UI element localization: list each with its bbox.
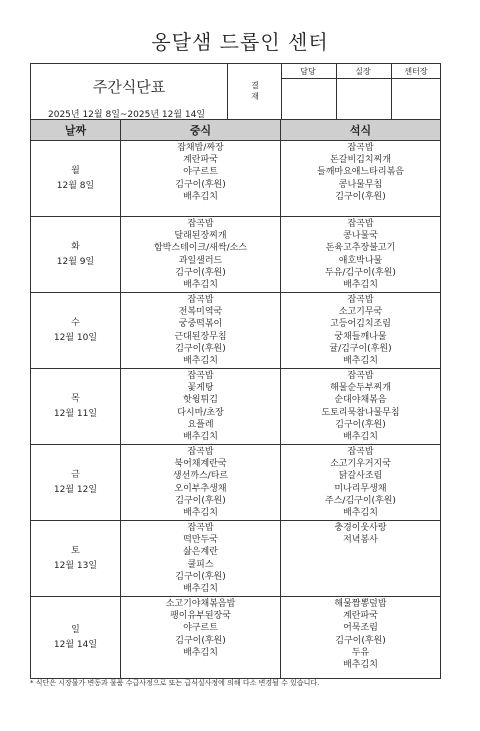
date-range: 2025년 12월 8일~2025년 12월 14일 — [48, 110, 206, 120]
lunch-item: 배추김치 — [183, 584, 218, 595]
lunch-item: 함박스테이크/새싹/소스 — [153, 243, 247, 254]
weekday: 토 — [71, 545, 80, 556]
date: 12월 13일 — [53, 560, 98, 571]
day-cell — [31, 369, 121, 444]
weekday: 일 — [71, 624, 80, 635]
lunch-item: 소고기야채볶음밥 — [165, 599, 236, 609]
lunch-item: 전복미역국 — [178, 307, 223, 318]
dinner-item: 돈육고추장불고기 — [325, 243, 396, 254]
dinner-item: 잡곡밥 — [347, 447, 374, 457]
dinner-item: 충경이웃사랑 — [334, 523, 387, 533]
day-cell — [31, 293, 121, 368]
table-row — [31, 141, 440, 217]
dinner-item: 도토리묵참나물무침 — [321, 407, 400, 418]
approval-label — [243, 80, 267, 102]
date: 12월 8일 — [56, 180, 95, 191]
dinner-item: 미나리무생채 — [334, 483, 387, 494]
lunch-item: 팽이유부된장국 — [170, 611, 231, 622]
dinner-item: 배추김치 — [343, 432, 378, 443]
divider — [336, 64, 337, 120]
lunch-cell — [121, 445, 281, 520]
menu-title: 주간식단표 — [92, 78, 166, 96]
dinner-cell — [281, 217, 440, 292]
lunch-item: 궁중떡볶이 — [178, 319, 223, 330]
date: 12월 11일 — [53, 408, 98, 419]
lunch-item: 떡만두국 — [183, 535, 218, 546]
dinner-item: 두유 — [351, 647, 370, 658]
lunch-item: 김구이(후원) — [175, 179, 226, 190]
dinner-item: 저녁봉사 — [343, 535, 378, 546]
dinner-item: 귤/김구이(후원) — [329, 343, 392, 354]
table-row — [31, 597, 440, 678]
dinner-item: 김구이(후원) — [335, 635, 386, 646]
lunch-item: 핫윙튀김 — [183, 395, 218, 406]
lunch-item: 삶은계란 — [183, 547, 218, 558]
lunch-item: 야구르트 — [183, 167, 218, 178]
dinner-item: 김구이(후원) — [335, 419, 386, 430]
dinner-item: 콩나물국 — [343, 231, 378, 242]
menu-table — [30, 120, 441, 679]
lunch-item: 근대된장무침 — [174, 331, 227, 342]
dinner-item: 궁채들깨나물 — [334, 331, 387, 342]
dinner-item: 배추김치 — [343, 356, 378, 367]
lunch-item: 잡곡밥 — [187, 447, 214, 457]
dinner-cell — [281, 369, 440, 444]
lunch-cell — [121, 521, 281, 596]
lunch-cell — [121, 141, 281, 216]
dinner-item: 해물짬뽕덮밥 — [334, 599, 387, 609]
date: 12월 12일 — [53, 484, 98, 495]
dinner-item: 어묵조림 — [343, 623, 378, 634]
dinner-item: 소고기우거지국 — [330, 459, 391, 470]
lunch-item: 잡채밥/짜장 — [177, 143, 224, 153]
dinner-item: 닭갈사조림 — [338, 471, 383, 482]
dinner-item: 김구이(후원) — [335, 191, 386, 202]
lunch-item: 쿨피스 — [187, 559, 214, 570]
dinner-item: 콩나물무침 — [338, 179, 383, 190]
dinner-item: 계란파국 — [343, 611, 378, 622]
lunch-item: 북어채계란국 — [174, 459, 227, 470]
dinner-cell — [281, 521, 440, 596]
table-row — [31, 521, 440, 597]
divider — [227, 64, 228, 120]
lunch-item: 달래된장찌개 — [174, 231, 227, 242]
date: 12월 14일 — [53, 639, 98, 650]
dinner-item: 두유/김구이(후원) — [325, 267, 396, 278]
lunch-item: 계란파국 — [183, 155, 218, 166]
lunch-item: 김구이(후원) — [175, 267, 226, 278]
header-lunch: 중식 — [121, 120, 281, 140]
approval-column-director: 센터장 — [404, 67, 428, 76]
dinner-cell — [281, 445, 440, 520]
date: 12월 10일 — [53, 332, 98, 343]
weekday: 수 — [71, 317, 80, 328]
table-row — [31, 217, 440, 293]
weekday: 목 — [71, 393, 80, 404]
lunch-item: 생선까스/타르 — [172, 471, 229, 482]
dinner-item: 잡곡밥 — [347, 143, 374, 153]
header-box — [30, 63, 441, 120]
lunch-item: 김구이(후원) — [175, 635, 226, 646]
day-cell — [31, 217, 121, 292]
dinner-item: 순대야채볶음 — [334, 395, 387, 406]
dinner-item: 해물순두부찌개 — [330, 383, 391, 394]
day-cell — [31, 597, 121, 678]
dinner-cell — [281, 597, 440, 678]
weekday: 화 — [71, 241, 80, 252]
lunch-item: 오이부추생채 — [174, 483, 227, 494]
lunch-item: 요플레 — [187, 419, 214, 430]
lunch-item: 잡곡밥 — [187, 219, 214, 229]
footnote: * 식단은 시장물가 변동과 물품 수급사정으로 또는 급식실사정에 의해 다소 변경될 수 있습니다. — [30, 679, 320, 687]
lunch-item: 배추김치 — [183, 280, 218, 291]
lunch-item: 배추김치 — [183, 191, 218, 202]
lunch-item: 배추김치 — [183, 508, 218, 519]
lunch-item: 야구르트 — [183, 623, 218, 634]
weekday: 금 — [71, 469, 80, 480]
lunch-item: 배추김치 — [183, 356, 218, 367]
header-dinner: 석식 — [349, 124, 372, 137]
approval-label-char: 재 — [251, 92, 259, 101]
weekday: 월 — [71, 165, 80, 176]
lunch-item: 김구이(후원) — [175, 495, 226, 506]
lunch-item: 잡곡밥 — [187, 295, 214, 305]
dinner-cell — [281, 293, 440, 368]
lunch-cell — [121, 217, 281, 292]
day-cell — [31, 521, 121, 596]
table-row — [31, 445, 440, 521]
divider — [281, 78, 441, 79]
lunch-cell — [121, 369, 281, 444]
lunch-item: 잡곡밥 — [187, 371, 214, 381]
lunch-item: 배추김치 — [183, 432, 218, 443]
date: 12월 9일 — [56, 256, 95, 267]
dinner-item: 애호박나물 — [338, 255, 383, 266]
dinner-item: 돈갈비김치찌개 — [330, 155, 391, 166]
table-body — [31, 141, 440, 678]
approval-label-char: 결 — [251, 81, 259, 90]
lunch-item: 김구이(후원) — [175, 343, 226, 354]
approval-column-manager: 실장 — [355, 67, 371, 76]
lunch-cell — [121, 293, 281, 368]
dinner-item: 배추김치 — [343, 660, 378, 671]
dinner-item: 소고기무국 — [338, 307, 383, 318]
dinner-item: 고등어김치조림 — [330, 319, 391, 330]
approval-column-staff: 담당 — [300, 67, 316, 76]
table-row — [31, 369, 440, 445]
lunch-item: 김구이(후원) — [175, 571, 226, 582]
day-cell — [31, 445, 121, 520]
dinner-item: 잡곡밥 — [347, 371, 374, 381]
table-header — [31, 120, 440, 141]
dinner-item: 배추김치 — [343, 280, 378, 291]
lunch-item: 과일샐러드 — [178, 255, 223, 266]
table-row — [31, 293, 440, 369]
day-cell — [31, 141, 121, 216]
dinner-item: 주스/김구이(후원) — [325, 495, 396, 506]
dinner-item: 들깨마요애느타리볶음 — [317, 167, 404, 178]
lunch-item: 다시마/초장 — [177, 407, 224, 418]
dinner-item: 잡곡밥 — [347, 295, 374, 305]
lunch-item: 배추김치 — [183, 647, 218, 658]
lunch-item: 잡곡밥 — [187, 523, 214, 533]
dinner-item: 잡곡밥 — [347, 219, 374, 229]
header-date: 날짜 — [31, 120, 121, 140]
page-title: 옹달샘 드롭인 센터 — [151, 30, 329, 54]
divider — [281, 64, 282, 120]
dinner-item: 배추김치 — [343, 508, 378, 519]
lunch-item: 꽃게탕 — [187, 383, 214, 394]
lunch-cell — [121, 597, 281, 678]
dinner-cell — [281, 141, 440, 216]
